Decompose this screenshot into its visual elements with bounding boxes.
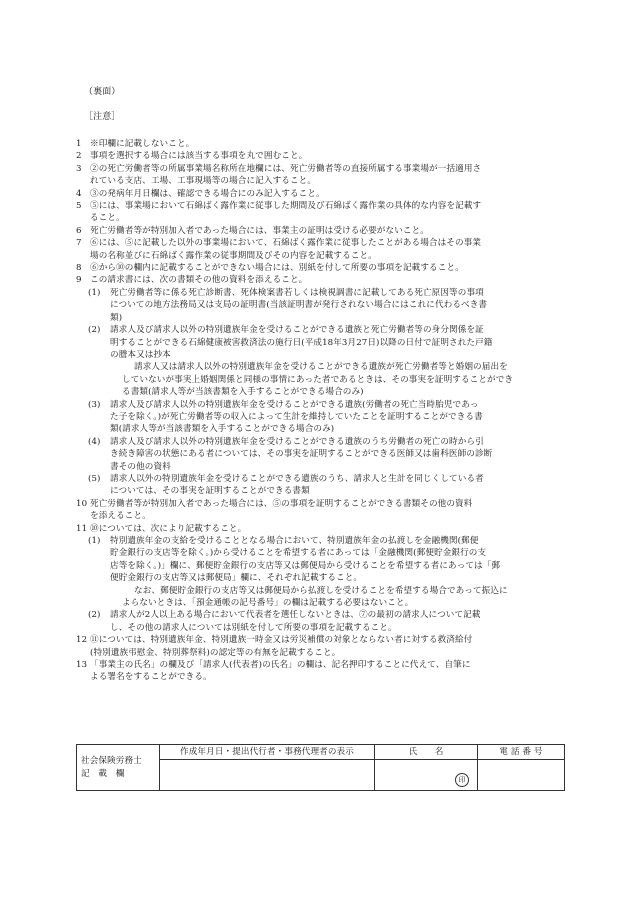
note-item-number: 12 [76,635,88,646]
name-header: 氏 名 [375,745,478,760]
notes-list [76,138,560,684]
note-subitem-line [76,423,560,435]
note-item-line [76,225,560,237]
note-text: 請求人及び請求人以外の特別遺族年金を受けることができる遺族のうち労働者の死亡の時から引 [110,436,484,447]
note-text: る書類(請求人等が当該書類を入手することができる場合のみ) [122,387,364,398]
note-item-line [76,188,560,200]
note-item-line [76,175,560,187]
note-text: 場の名称並びに石綿ばく露作業の従事期間及びその内容を記載すること。 [90,250,377,261]
note-item-number: 11 [76,523,88,534]
note-text: なお、郵便貯金銀行の支店等又は郵便局から払渡しを受けることを希望する場合であって振込に [134,585,508,596]
note-item-line [76,671,560,683]
note-text: 「事業主の氏名」の欄及び「請求人(代表者)の氏名」の欄は、記名押印することに代えて、自筆に [90,660,471,671]
note-subitem-line [76,547,560,559]
note-text: ⑪については、特別遺族年金、特別遺族一時金又は労災補償の対象とならない者に対する救済給付 [90,635,473,646]
note-text: 死亡労働者等が特別加入者であった場合には、事業主の証明は受ける必要がないこと。 [90,225,429,236]
note-item-line [76,510,560,522]
note-text: の謄本又は抄本 [110,349,171,360]
note-paragraph-line [76,585,560,597]
note-text: (特別遺族弔慰金、特別葬祭料)の認定等の有無を記載すること。 [90,647,341,658]
note-text: ること。 [90,213,125,224]
note-text: し、その他の請求人については別紙を付して所要の事項を記載すること。 [110,622,397,633]
note-text: 特別遺族年金の支給を受けることとなる場合において、特別遺族年金の払渡しを金融機関(郵便 [110,536,479,546]
note-subitem-number: (5) [88,473,101,484]
note-text: 明することができる石綿健康被害救済法の施行日(平成18年3月27日)以降の日付で証明された戸籍 [110,337,493,348]
note-item-line [76,523,560,535]
consultant-label-line2: 記 載 欄 [81,768,125,779]
note-item-line [76,274,560,286]
note-item-line [76,659,560,671]
note-subitem-line [76,411,560,423]
note-text: 貯金銀行の支店等を除く。)から受けることを希望する者にあっては「金融機関(郵便貯金銀行の支 [110,548,487,559]
note-text: についての地方法務局又は支局の証明書(当該証明書が発行されない場合にはこれに代わるべき書 [110,300,488,311]
note-subitem-line [76,299,560,311]
note-text: 類(請求人等が当該書類を入手することができる場合のみ) [110,424,335,435]
note-text: た子を除く。)が死亡労働者等の収入によって生計を維持していたことを証明することができる書 [110,411,483,422]
note-text: 死亡労働者等に係る死亡診断書、死体検案書若しくは検視調書に記載してある死亡原因等の事項 [110,287,484,298]
phone-field[interactable] [478,760,565,791]
note-item-number: 10 [76,498,88,509]
note-item-line [76,634,560,646]
note-subitem-line [76,560,560,572]
note-text: この請求書には、次の書類その他の資料を添えること。 [90,275,308,286]
note-subitem-number: (2) [88,610,101,621]
consultant-label-cell [77,745,160,791]
note-subitem-line [76,609,560,621]
note-item-number: 3 [76,163,82,174]
note-paragraph-line [76,386,560,398]
note-item-number: 6 [76,225,82,236]
note-text: については、その事実を証明することができる書類 [110,486,310,497]
note-text: よらないときは、「預金通帳の記号番号」の欄は記載する必要はないこと。 [122,598,414,609]
name-field[interactable] [375,760,478,791]
note-text: 書その他の資料 [110,461,171,472]
note-text: ⑥には、⑤に記載した以外の事業場において、石綿ばく露作業に従事したことがある場合はその事業 [90,238,482,249]
note-text: 事項を選択する場合には該当する事項を丸で囲むこと。 [90,151,308,162]
consultant-label-line1: 社会保険労務士 [81,755,142,766]
note-text: ⑤には、事業場において石綿ばく露作業に従事した期間及び石綿ばく露作業の具体的な内容を記載す [90,201,482,212]
note-subitem-line [76,349,560,361]
note-subitem-line [76,572,560,584]
notes-heading: ［注意］ [84,112,121,122]
note-subitem-number: (1) [88,536,101,546]
note-text: 店等を除く。)」欄に、郵便貯金銀行の支店等又は郵便局から受けることを希望する者にあっては「郵 [110,560,501,571]
note-item-number: 5 [76,201,82,212]
note-text: を添えること。 [90,511,151,522]
note-text: れている支店、工場、工事現場等の場合に記入すること。 [90,176,317,187]
note-text: 死亡労働者等が特別加入者であった場合には、⑤の事項を証明することができる書類その他の資料 [90,498,473,509]
note-text: ※印欄に記載しないこと。 [90,139,195,149]
note-text: ③の発病年月日欄は、確認できる場合にのみ記入すること。 [90,188,325,199]
created-date-field[interactable] [160,760,375,791]
note-item-number: 9 [76,275,82,286]
note-paragraph-line [76,597,560,609]
note-item-number: 2 [76,151,82,162]
note-item-line [76,200,560,212]
note-text: 請求人が2人以上ある場合において代表者を選任しないときは、⑦の最初の請求人について記載 [110,610,481,621]
note-text: よる署名をすることができる。 [90,672,212,683]
note-text: 請求人又は請求人以外の特別遺族年金を受けることができる遺族が死亡労働者等と婚姻の届出を [134,362,508,373]
note-text: ⑥から⑩の欄内に記載することができない場合には、別紙を付して所要の事項を記載すること。 [90,263,464,274]
note-item-line [76,150,560,162]
note-subitem-line [76,337,560,349]
note-text: 便貯金銀行の支店等又は郵便局」欄に、それぞれ記載すること。 [110,573,363,584]
note-subitem-line [76,622,560,634]
note-subitem-line [76,448,560,460]
note-item-number: 8 [76,263,82,274]
page-side-label: （裏面） [84,87,121,97]
note-subitem-line [76,535,560,547]
note-subitem-number: (2) [88,325,101,336]
note-subitem-line [76,485,560,497]
note-subitem-line [76,287,560,299]
note-subitem-number: (4) [88,436,101,447]
note-item-line [76,163,560,175]
note-subitem-number: (1) [88,287,101,298]
note-subitem-line [76,461,560,473]
note-text: 請求人及び請求人以外の特別遺族年金を受けることができる遺族と死亡労働者等の身分関係を証 [110,325,484,336]
phone-header: 電 話 番 号 [478,745,565,760]
note-text: していないが事実上婚姻関係と同様の事情にあった者であるときは、その事実を証明することができ [122,374,514,385]
note-subitem-line [76,436,560,448]
note-item-line [76,138,560,150]
note-item-line [76,250,560,262]
note-subitem-line [76,324,560,336]
note-text: 請求人及び請求人以外の特別遺族年金を受けることができる遺族(労働者の死亡当時胎児であっ [110,399,479,410]
note-text: 請求人以外の特別遺族年金を受けることができる遺族のうち、請求人と生計を同じくしている者 [110,473,484,484]
note-paragraph-line [76,361,560,373]
note-subitem-line [76,399,560,411]
note-item-number: 13 [76,660,88,671]
note-item-number: 4 [76,188,82,199]
note-item-line [76,212,560,224]
note-subitem-line [76,312,560,324]
note-text: き続き障害の状態にある者については、その事実を証明することができる医師又は歯科医師の診断 [110,449,493,460]
note-item-line [76,237,560,249]
note-text: 類) [110,312,123,323]
note-item-number: 7 [76,238,82,249]
created-date-header: 作成年月日・提出代行者・事務代理者の表示 [160,745,375,760]
note-item-line [76,647,560,659]
labor-consultant-table [76,744,565,791]
note-text: ②の死亡労働者等の所属事業場名称所在地欄には、死亡労働者等の直接所属する事業場が一括適用さ [90,163,482,174]
note-text: ⑩については、次により記載すること。 [90,523,247,534]
note-subitem-line [76,473,560,485]
note-item-line [76,262,560,274]
note-item-line [76,498,560,510]
seal-mark-icon: 印 [455,773,469,787]
note-paragraph-line [76,374,560,386]
note-subitem-number: (3) [88,399,101,410]
note-item-number: 1 [76,139,82,149]
